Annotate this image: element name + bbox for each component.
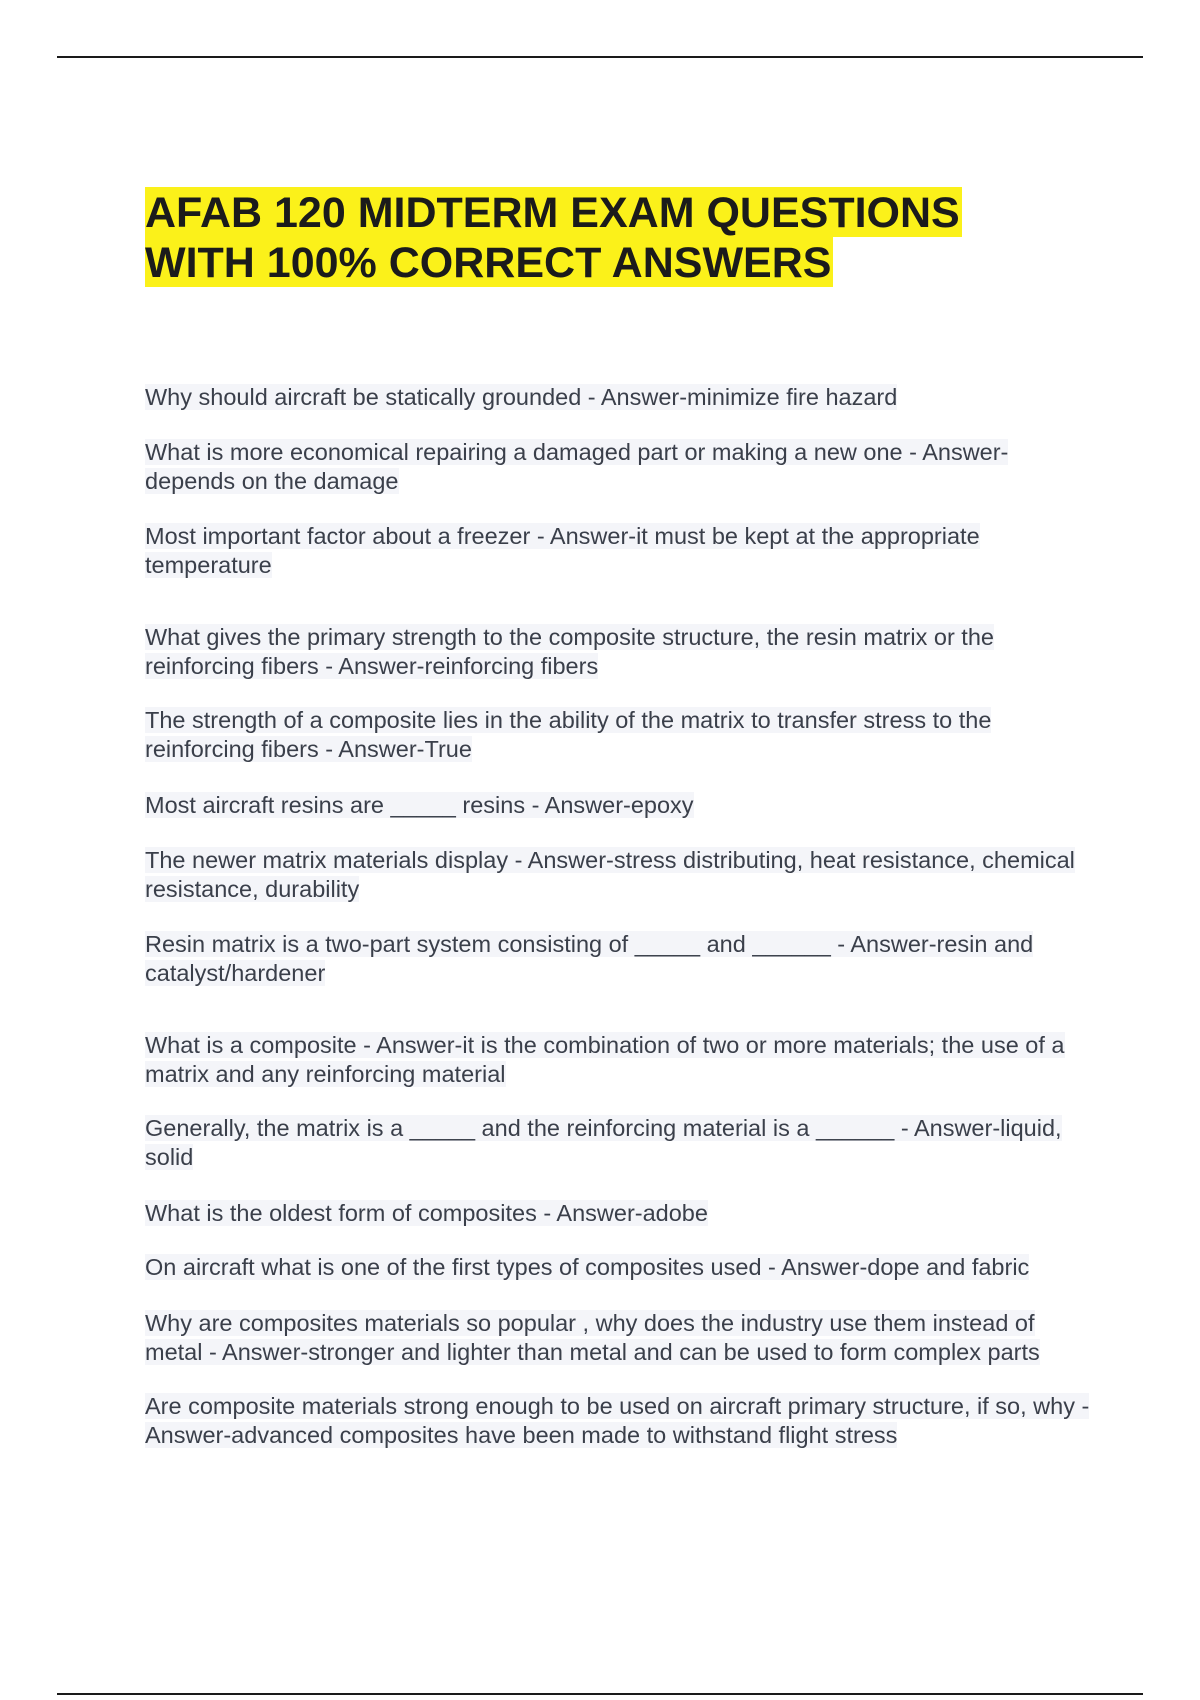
qa-item xyxy=(145,1199,1095,1228)
qa-item xyxy=(145,846,1095,903)
bottom-rule xyxy=(57,1693,1143,1695)
qa-item xyxy=(145,930,1095,987)
qa-item xyxy=(145,1309,1095,1366)
qa-item xyxy=(145,383,1095,412)
qa-text: What is more economical repairing a damaged part or making a new one - Answer-depends on the damage xyxy=(145,439,1009,494)
qa-text: Why are composites materials so popular , why does the industry use them instead of metal - Answer-stronger and lighter than metal and can be used to form complex parts xyxy=(145,1310,1040,1365)
qa-text: Generally, the matrix is a _____ and the reinforcing material is a ______ - Answer-liquid, solid xyxy=(145,1115,1062,1170)
qa-text: Why should aircraft be statically grounded - Answer-minimize fire hazard xyxy=(145,384,898,410)
qa-item xyxy=(145,706,1095,763)
top-rule xyxy=(57,56,1143,58)
qa-text: What is a composite - Answer-it is the combination of two or more materials; the use of a matrix and any reinforcing material xyxy=(145,1032,1065,1087)
qa-text: On aircraft what is one of the first types of composites used - Answer-dope and fabric xyxy=(145,1254,1030,1280)
title-line-1: AFAB 120 MIDTERM EXAM QUESTIONS xyxy=(145,189,960,237)
qa-item xyxy=(145,1114,1095,1171)
qa-text: Most important factor about a freezer - Answer-it must be kept at the appropriate temperature xyxy=(145,523,980,578)
qa-item xyxy=(145,791,1095,820)
page-title xyxy=(145,188,1075,288)
qa-text: Resin matrix is a two-part system consisting of _____ and ______ - Answer-resin and catalyst/hardener xyxy=(145,931,1034,986)
qa-text: The newer matrix materials display - Answer-stress distributing, heat resistance, chemical resistance, durability xyxy=(145,847,1075,902)
qa-item xyxy=(145,522,1095,579)
qa-item xyxy=(145,1253,1095,1282)
qa-item xyxy=(145,1031,1095,1088)
qa-text: What is the oldest form of composites - Answer-adobe xyxy=(145,1200,708,1226)
qa-text: What gives the primary strength to the composite structure, the resin matrix or the reinforcing fibers - Answer-reinforcing fibers xyxy=(145,624,994,679)
title-line-2: WITH 100% CORRECT ANSWERS xyxy=(145,239,832,287)
qa-item xyxy=(145,623,1095,680)
qa-text: Are composite materials strong enough to be used on aircraft primary structure, if so, why - Answer-advanced composites have been made to withstand flight stress xyxy=(145,1393,1090,1448)
qa-item xyxy=(145,438,1095,495)
qa-item xyxy=(145,1392,1095,1449)
qa-text: The strength of a composite lies in the ability of the matrix to transfer stress to the reinforcing fibers - Answer-True xyxy=(145,707,992,762)
qa-text: Most aircraft resins are _____ resins - Answer-epoxy xyxy=(145,792,694,818)
